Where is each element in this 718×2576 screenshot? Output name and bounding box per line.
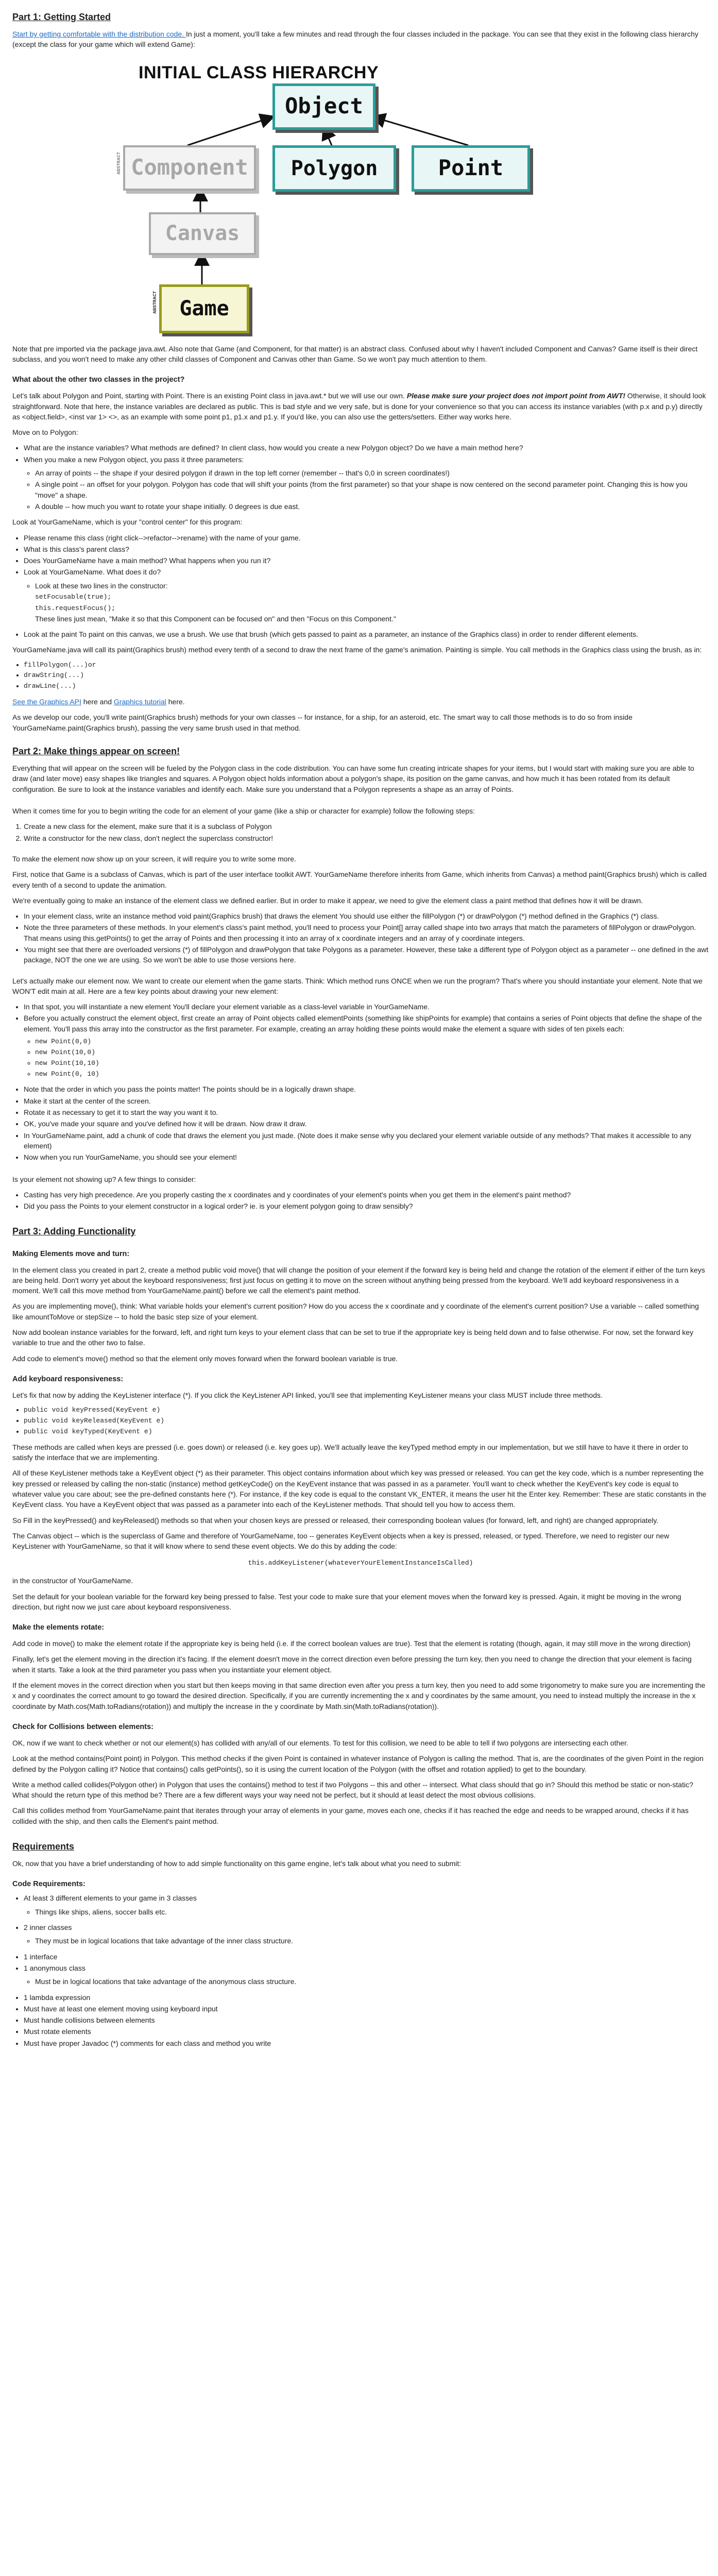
- list-item: ◦ Things like ships, aliens, soccer balls etc.: [35, 1907, 709, 1917]
- kb-p2: These methods are called when keys are pressed (i.e. goes down) or released (i.e. key goes up). We'll actually leave the keyTyped method empty in our implementation, but we still have to have it there in order to satisfy the interface that we are implementing.: [12, 1443, 689, 1462]
- list-item: • 1 lambda expression: [24, 1992, 709, 2003]
- polygon-class-box: Polygon: [272, 145, 396, 192]
- kb-p7: Set the default for your boolean variable for the forward key being pressed to false. Test your code to make sure that your element moves when the forward key is pressed. Again, it might be moving in the wrong direction, but right now we just care about keyboard responsiveness.: [12, 1592, 681, 1611]
- paint-paragraph: YourGameName.java will call its paint(Graphics brush) method every tenth of a second to draw the next frame of the game's animation. Painting is simple. You call methods in the Graphics class using the brush, as in:: [12, 646, 702, 654]
- add-key-listener-code: this.addKeyListener(whateverYourElementInstanceIsCalled): [248, 1559, 473, 1567]
- part2-p7: Is your element not showing up? A few things to consider:: [12, 1175, 196, 1183]
- list-item: ◦ new Point(10,10): [35, 1059, 709, 1069]
- part2-p3: To make the element now show up on your screen, it will require you to write some more.: [12, 854, 296, 863]
- move-p3: Now add boolean instance variables for the forward, left, and right turn keys to your element class that can be set to true if the appropriate key is being held down and to false otherwise. For now, set the forward key variable to true and the other two to false.: [12, 1328, 694, 1347]
- diagram-note: Note that pre imported via the package java.awt. Also note that Game (and Component, for that matter) is an abstract class. Confused about why I haven't included Component and Canvas? Game itself is their direct subclass, and you won't need to make any other child classes of Component and Canvas other than Game. So we won't pay much attention to them.: [12, 344, 698, 363]
- list-item: • fillPolygon(...)or: [24, 660, 709, 670]
- list-item: • Look at YourGameName. What does it do? ◦ Look at these two lines in the constructor: setFocusable(true); this.requestFocus(); These lines just mean, "Make it so that this Component can be focused on" and then "Focus on this Component.": [24, 567, 709, 624]
- component-class-box: Component: [123, 145, 256, 191]
- kb-p4: So Fill in the keyPressed() and keyReleased() methods so that when your chosen keys are pressed or released, their corresponding boolean values (for forward, left, and right) are changed appropriately.: [12, 1516, 659, 1524]
- steps-list: [12, 821, 709, 843]
- list-item: ◦ Look at these two lines in the constructor: setFocusable(true); this.requestFocus(); These lines just mean, "Make it so that this Component can be focused on" and then "Focus on this Component.": [35, 581, 709, 624]
- canvas-class-box: Canvas: [149, 212, 256, 255]
- list-item: • public void keyPressed(KeyEvent e): [24, 1405, 709, 1415]
- list-item: • Make it start at the center of the screen.: [24, 1096, 709, 1106]
- list-item: 2. Write a constructor for the new class, don't neglect the superclass constructor!: [24, 833, 709, 843]
- polygon-list: [12, 443, 709, 512]
- list-item: • Please rename this class (right click-->refactor-->rename) with the name of your game.: [24, 533, 709, 543]
- list-item: • In YourGameName.paint, add a chunk of code that draws the element you just made. (Note does it make sense why you declared your element variable outside of any methods? That makes it accessible to any element): [24, 1130, 709, 1151]
- arrow-polygon-object: [324, 127, 332, 145]
- list-item: ◦ A double -- how much you want to rotate your shape initially. 0 degrees is due east.: [35, 501, 709, 512]
- rotate-heading: Make the elements rotate:: [12, 1623, 105, 1632]
- list-item: ◦ new Point(10,0): [35, 1048, 709, 1058]
- api-links: See the Graphics API here and Graphics tutorial here.: [12, 698, 185, 706]
- other-two-heading: What about the other two classes in the project?: [12, 376, 185, 384]
- graphics-api-link[interactable]: See the Graphics API: [12, 698, 81, 706]
- col-p2: Look at the method contains(Point point) in Polygon. This method checks if the given Point is contained in whatever instance of Polygon is calling the method. That is, are the coordinates of the given Point in the region defined by the Polygon calling it? Notice that contains() calls getPoints(), so it is using the current location of the Polygon (with the offset and rotation applied) to get to the boundary.: [12, 1754, 704, 1773]
- list-item: • 2 inner classes ◦ They must be in logical locations that take advantage of the inner class structure.: [24, 1922, 709, 1946]
- list-item: • Note the three parameters of these methods. In your element's class's paint method, you'll need to process your Point[] array called shape into two arrays that match the parameters of fillPolygon or drawPolygon. That means using this.getPoints() to get the array of Points and then processing it into an array of x coordinate integers and an array of y coordinate integers.: [24, 922, 709, 943]
- arrow-point-object: [373, 117, 468, 145]
- list-item: • 1 interface: [24, 1952, 709, 1962]
- rot-p2: Finally, let's get the element moving in the direction it's facing. If the element doesn't move in the correct direction even before pressing the turn key, then you need to change the direction that your element is facing when it starts. Take a look at the third parameter you pass when you instantiate your element object.: [12, 1655, 692, 1674]
- list-item: • Must have at least one element moving using keyboard input: [24, 2004, 709, 2014]
- list-item: • Look at the paint To paint on this canvas, we use a brush. We use that brush (which gets passed to paint as a parameter, an instance of the Graphics class) in order to render different elements.: [24, 629, 709, 639]
- graphics-tutorial-link[interactable]: Graphics tutorial: [113, 698, 166, 706]
- list-item: ◦ new Point(0,0): [35, 1037, 709, 1047]
- ygn-list: [12, 533, 709, 640]
- list-item: ◦ Must be in logical locations that take advantage of the anonymous class structure.: [35, 1976, 709, 1987]
- instantiate-list: [12, 1002, 709, 1162]
- abstract-tag-component: ABSTRACT: [115, 150, 123, 176]
- diagram-title: INITIAL CLASS HIERARCHY: [139, 62, 379, 82]
- troubleshoot-list: [12, 1190, 709, 1212]
- part2-p2: When it comes time for you to begin writing the code for an element of your game (like a ship or character for example) follow the following steps:: [12, 807, 475, 816]
- code-requirements-heading: Code Requirements:: [12, 1880, 86, 1889]
- list-item: • Did you pass the Points to your element constructor in a logical order? ie. is your element polygon going to draw sensibly?: [24, 1201, 709, 1211]
- game-class-box: Game: [159, 284, 249, 333]
- list-item: • In your element class, write an instance method void paint(Graphics brush) that draws the element You should use either the fillPolygon (*) or drawPolygon (*) method defined in the Graphics (*) class.: [24, 911, 709, 921]
- object-class-box: Object: [272, 83, 375, 130]
- part2-title: Part 2: Make things appear on screen!: [12, 746, 180, 757]
- list-item: • Rotate it as necessary to get it to start the way you want it to.: [24, 1107, 709, 1117]
- part1-title: Part 1: Getting Started: [12, 12, 111, 22]
- kb-p6: in the constructor of YourGameName.: [12, 1577, 133, 1585]
- part2-p1: Everything that will appear on the screen will be fueled by the Polygon class in the code distribution. You can have some fun creating intricate shapes for your items, but I would start with making sure you are able to draw (and later move) easy shapes like triangles and squares. A Polygon object holds information about a polygon's shape, its position on the game canvas, and how much it has been rotated from its default configuration. Be sure to look at the instance variables and identify each. Make sure you understand that a Polygon represents a shape as an array of Points.: [12, 764, 694, 793]
- col-p3: Write a method called collides(Polygon other) in Polygon that uses the contains() method to test if two Polygons -- this and other -- intersect. What class should that go in? Should this method be static or non-static? What should the return type of this method be? There are a few different ways your way need not be perfect, but it should at least detect the most obvious collisions.: [12, 1780, 693, 1800]
- paint-method-list: [12, 911, 709, 965]
- ygn-intro: Look at YourGameName, which is your "control center" for this program:: [12, 518, 243, 527]
- list-item: • Does YourGameName have a main method? What happens when you run it?: [24, 555, 709, 566]
- polygon-intro: Move on to Polygon:: [12, 428, 78, 437]
- col-p1: OK, now if we want to check whether or not our element(s) has collided with any/all of our elements. To test for this collision, we need to be able to tell if two polygons are intersecting each other.: [12, 1738, 628, 1747]
- requirements-list: [12, 1893, 709, 2048]
- list-item: ◦ They must be in logical locations that take advantage of the inner class structure.: [35, 1936, 709, 1946]
- list-item: • When you make a new Polygon object, you pass it three parameters: ◦ An array of points -- the shape if your desired polygon if drawn in the top left corner (remember -- that's 0,0 in screen coordinates!) ◦ A single point -- an offset for your polygon. Polygon has code that will shift your points (from the first parameter) so that your shape is now centered on the second parameter point. Changing this is how you "move" a shape. ◦ A double -- how much you want to rotate your shape initially. 0 degrees is due east.: [24, 454, 709, 512]
- class-hierarchy-diagram: [69, 60, 563, 338]
- list-item: 1. Create a new class for the element, make sure that it is a subclass of Polygon: [24, 821, 709, 832]
- list-item: • OK, you've made your square and you've defined how it will be drawn. Now draw it draw.: [24, 1118, 709, 1129]
- other-two-paragraph: Let's talk about Polygon and Point, starting with Point. There is an existing Point class in java.awt.* but we will use our own. Please make sure your project does not import point from AWT! Otherwise, it should look straightforward. Note that here, the instance variables are declared as public. This is bad style and we very safe, but is done for your convenience so that you can access its instance variables (with p.x and p.y) directly as <object.field>, <inst var 1> <>, as an example with some point p1, p1.x and p1.y. If you'd like, you can also use the getters/setters. Either way works here.: [12, 392, 706, 421]
- list-item: • At least 3 different elements to your game in 3 classes ◦ Things like ships, aliens, soccer balls etc.: [24, 1893, 709, 1917]
- point-class-box: Point: [412, 145, 530, 192]
- abstract-tag-game: ABSTRACT: [151, 290, 159, 315]
- move-p4: Add code to element's move() method so that the element only moves forward when the forward boolean variable is true.: [12, 1354, 398, 1363]
- list-item: • Must have proper Javadoc (*) comments for each class and method you write: [24, 2038, 709, 2048]
- list-item: • public void keyTyped(KeyEvent e): [24, 1427, 709, 1437]
- list-item: ◦ new Point(0, 10): [35, 1070, 709, 1079]
- list-item: • Must rotate elements: [24, 2026, 709, 2037]
- kb-p5: The Canvas object -- which is the superclass of Game and therefore of YourGameName, too -- generates KeyEvent objects when a key is pressed, released, or typed. Therefore, we need to register our new KeyListener with YourGameName, so that it will know where to send these event objects. We do this by adding the code:: [12, 1531, 670, 1551]
- collision-heading: Check for Collisions between elements:: [12, 1722, 153, 1731]
- list-item: • Must handle collisions between elements: [24, 2015, 709, 2025]
- list-item: • Note that the order in which you pass the points matter! The points should be in a logically drawn shape.: [24, 1084, 709, 1094]
- list-item: ◦ An array of points -- the shape if your desired polygon if drawn in the top left corner (remember -- that's 0,0 in screen coordinates!): [35, 468, 709, 478]
- kb-p1: Let's fix that now by adding the KeyListener interface (*). If you click the KeyListener API linked, you'll see that implementing KeyListener means your class MUST include three methods.: [12, 1391, 603, 1399]
- list-item: • 1 anonymous class ◦ Must be in logical locations that take advantage of the anonymous class structure.: [24, 1963, 709, 1987]
- move-p1: In the element class you created in part 2, create a method public void move() that will change the position of your element if the forward key is being held and change the rotation of the element if either of the turn keys are being held. Don't worry yet about the keyboard responsiveness; first just focus on getting it to move on the screen without anything being pressed from the keyboard. We'll add keyboard responsiveness in a moment. We'll call this move method from YourGameName.paint() before we call the element's paint method.: [12, 1265, 705, 1295]
- kb-p3: All of these KeyListener methods take a KeyEvent object (*) as their parameter. This object contains information about which key was pressed or released. You can get the key code, which is a number representing the key pressed or released by calling the non-static (instance) method getKeyCode() on the KeyEvent instance that was passed in as a parameter. You'll want to check whether the KeyEvent's key code is equal to whatever value you care about; see the pre-defined constants here (*). For instance, if the key code is equal to the constant VK_ENTER, it means the user hit the Enter key. Remember: These are static constants in the KeyEvent class. You have a KeyEvent object that was passed as a parameter into each of the KeyListener methods. That should tell you how to access them.: [12, 1469, 707, 1509]
- list-item: • public void keyReleased(KeyEvent e): [24, 1416, 709, 1426]
- part2-p5: We're eventually going to make an instance of the element class we defined earlier. But in order to make it appear, we need to give the element class a paint method that defines how it will be drawn.: [12, 896, 643, 905]
- paint-list: [12, 660, 709, 692]
- list-item: • In that spot, you will instantiate a new element You'll declare your element variable as a class-level variable in YourGameName.: [24, 1002, 709, 1012]
- part2-p4: First, notice that Game is a subclass of Canvas, which is part of the user interface toolkit AWT. YourGameName therefore inherits from Game, which inherits from Canvas) a method paint(Graphics brush) which is called every tenth of a second to update the animation.: [12, 870, 707, 889]
- part1-intro: Start by getting comfortable with the distribution code. In just a moment, you'll take a few minutes and read through the four classes included in the package. You can see that they exist in the following class hierarchy (except the class for your game which will extend Game):: [12, 30, 698, 49]
- part3-title: Part 3: Adding Functionality: [12, 1226, 136, 1237]
- arrow-component-object: [187, 117, 272, 145]
- list-item: • You might see that there are overloaded versions (*) of fillPolygon and drawPolygon that take Polygons as a parameter. However, these take a different type of Polygon object as a parameter -- one defined in the awt package, NOT the one we are using. So we won't be able to use those versions here.: [24, 944, 709, 965]
- dev-code-paragraph: As we develop our code, you'll write paint(Graphics brush) methods for your own classes -- for instance, for a ship, for an asteroid, etc. The smart way to call those methods is to do so from inside YourGameName.paint(Graphics brush), passing the very same brush used in that method.: [12, 713, 632, 732]
- part2-p6: Let's actually make our element now. We want to create our element when the game starts. Think: Which method runs ONCE when we run the program? That's where you should instantiate your element. Note that we WON'T edit main at all. Here are a few key points about drawing your new element:: [12, 976, 703, 995]
- keylistener-methods: [12, 1405, 709, 1437]
- list-item: • drawString(...): [24, 671, 709, 681]
- list-item: • drawLine(...): [24, 682, 709, 691]
- col-p4: Call this collides method from YourGameName.paint that iterates through your array of elements in your game, moves each one, checks if it has reached the edge and needs to be wrapped around, checks if it has collided with the ship, and then calls the Element's paint method.: [12, 1806, 689, 1825]
- rot-p3: If the element moves in the correct direction when you start but then keeps moving in that same direction even after you press a turn key, then you need to add some trigonometry to make sure you are incrementing the x and y coordinates the correct amount to go toward the desired direction. Specifically, if you are currently incrementing the x and y coordinates by the same amount, you need to instead multiply the increase in the x coordinate by Math.cos(Math.toRadians(rotation)) and multiply the increase in the y coordinate by Math.sin(Math.toRadians(rotation)).: [12, 1681, 706, 1710]
- list-item: ◦ A single point -- an offset for your polygon. Polygon has code that will shift your points (from the first parameter) so that your shape is now centered on the second parameter point. Changing this is how you "move" a shape.: [35, 479, 709, 500]
- requirements-intro: Ok, now that you have a brief understanding of how to add simple functionality on this game engine, let's talk about what you need to submit:: [12, 1859, 461, 1868]
- move-heading: Making Elements move and turn:: [12, 1249, 130, 1258]
- list-item: • What are the instance variables? What methods are defined? In client class, how would you create a new Polygon object? Do we have a main method here?: [24, 443, 709, 453]
- distribution-code-link[interactable]: Start by getting comfortable with the distribution code.: [12, 30, 186, 39]
- keyboard-heading: Add keyboard responsiveness:: [12, 1375, 124, 1383]
- list-item: • Before you actually construct the element object, first create an array of Point objects called elementPoints (something like shipPoints for example) that contains a series of Point objects that define the shape of the element. You'll pass this array into the constructor as the first parameter. For example, creating an array holding these points would make the element a square with sides of ten pixels each: ◦ new Point(0,0) ◦ new Point(10,0) ◦ new Point(10,10) ◦ new Point(0, 10): [24, 1013, 709, 1079]
- import-warning: Please make sure your project does not import point from AWT!: [406, 392, 626, 400]
- requirements-title: Requirements: [12, 1841, 75, 1852]
- list-item: • What is this class's parent class?: [24, 544, 709, 554]
- list-item: • Now when you run YourGameName, you should see your element!: [24, 1152, 709, 1162]
- move-p2: As you are implementing move(), think: What variable holds your element's current position? How do you access the x coordinate and y coordinate of the element's current position? Use a variable -- called something like amountToMove or stepSize -- to hold the basic step size of your element.: [12, 1302, 699, 1321]
- list-item: • Casting has very high precedence. Are you properly casting the x coordinates and y coordinates of your element's points when you get them in the element's paint method?: [24, 1190, 709, 1200]
- rot-p1: Add code in move() to make the element rotate if the appropriate key is being held (i.e. if the correct boolean values are true). Test that the element is rotating (though, again, it may still move in the wrong direction): [12, 1639, 691, 1648]
